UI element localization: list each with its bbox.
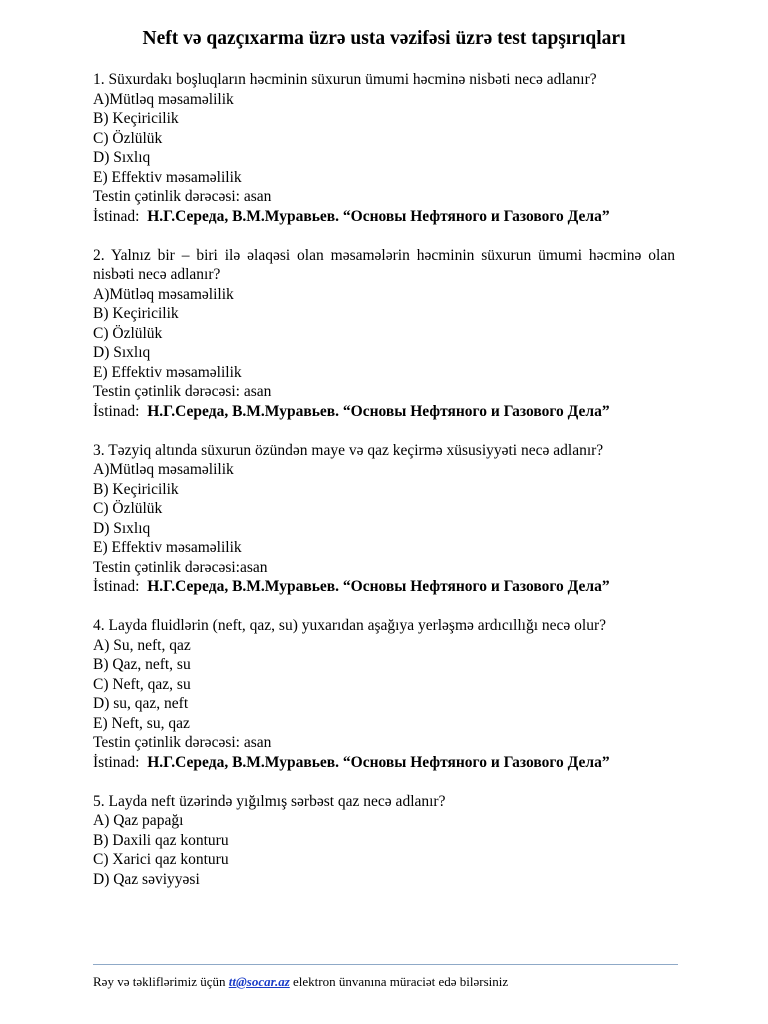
reference-authors: Н.Г.Середа, В.М.Муравьев. — [147, 753, 340, 771]
email-link[interactable]: tt@socar.az — [228, 974, 290, 989]
answer-option: D) Qaz səviyyəsi — [93, 870, 200, 888]
footer-text-before: Rəy və təkliflərimiz üçün — [93, 974, 226, 989]
question-stem: 4. Layda fluidlərin (neft, qaz, su) yuxarıdan aşağıya yerləşmə ardıcıllığı necə olur? — [93, 617, 607, 634]
reference-book-title: “Основы Нефтяного и Газового Дела” — [342, 402, 610, 420]
question-block — [93, 616, 675, 772]
footer — [93, 974, 693, 990]
answer-option: D) su, qaz, neft — [93, 695, 189, 712]
answer-option: C) Özlülük — [93, 129, 163, 147]
question-block — [93, 792, 675, 890]
reference-label: İstinad: — [93, 207, 140, 225]
question-stem: 3. Təzyiq altında süxurun özündən maye və qaz keçirmə xüsusiyyəti necə adlanır? — [93, 441, 604, 459]
difficulty-level: Testin çətinlik dərəcəsi: asan — [93, 188, 272, 205]
question-stem: 2. Yalnız bir – biri ilə əlaqəsi olan məsamələrin həcminin süxurun ümumi həcminə olan nisbəti necə adlanır? — [93, 246, 675, 283]
question-block — [93, 70, 675, 226]
answer-option: C) Özlülük — [93, 500, 163, 517]
answer-option: A) Su, neft, qaz — [93, 636, 191, 654]
reference-authors: Н.Г.Середа, В.М.Муравьев. — [147, 207, 340, 225]
reference-authors: Н.Г.Середа, В.М.Муравьев. — [147, 578, 340, 595]
answer-option: E) Effektiv məsaməlilik — [93, 363, 242, 381]
question-stem: 1. Süxurdakı boşluqların həcminin süxurun ümumi həcminə nisbəti necə adlanır? — [93, 71, 597, 88]
difficulty-level: Testin çətinlik dərəcəsi:asan — [93, 558, 268, 576]
answer-option: A)Mütləq məsaməlilik — [93, 90, 234, 108]
answer-option: B) Keçiricilik — [93, 480, 179, 498]
answer-option: D) Sıxlıq — [93, 519, 151, 537]
question-list — [93, 70, 675, 909]
question-block — [93, 246, 675, 422]
reference-label: İstinad: — [93, 402, 140, 420]
answer-option: A)Mütləq məsaməlilik — [93, 461, 234, 478]
answer-option: D) Sıxlıq — [93, 344, 151, 361]
reference-line — [93, 577, 675, 597]
reference-line — [93, 402, 675, 422]
difficulty-level: Testin çətinlik dərəcəsi: asan — [93, 383, 272, 400]
answer-option: C) Özlülük — [93, 324, 163, 342]
question-block — [93, 441, 675, 597]
answer-option: A)Mütləq məsaməlilik — [93, 285, 234, 303]
footer-text-after: elektron ünvanına müraciət edə bilərsiniz — [293, 974, 509, 989]
answer-option: E) Effektiv məsaməlilik — [93, 539, 242, 556]
reference-book-title: “Основы Нефтяного и Газового Дела” — [342, 207, 610, 225]
footer-divider — [93, 964, 678, 965]
answer-option: C) Neft, qaz, su — [93, 675, 191, 693]
difficulty-level: Testin çətinlik dərəcəsi: asan — [93, 734, 272, 751]
reference-book-title: “Основы Нефтяного и Газового Дела” — [342, 578, 610, 595]
answer-option: C) Xarici qaz konturu — [93, 851, 229, 868]
page-title: Neft və qazçıxarma üzrə usta vəzifəsi üzrə test tapşırıqları — [142, 28, 626, 49]
answer-option: B) Qaz, neft, su — [93, 656, 191, 673]
reference-book-title: “Основы Нефтяного и Газового Дела” — [342, 753, 610, 771]
answer-option: E) Effektiv məsaməlilik — [93, 168, 242, 186]
answer-option: D) Sıxlıq — [93, 149, 151, 166]
answer-option: B) Daxili qaz konturu — [93, 831, 229, 849]
reference-line — [93, 753, 675, 773]
answer-option: E) Neft, su, qaz — [93, 714, 190, 732]
reference-line — [93, 207, 675, 227]
answer-option: A) Qaz papağı — [93, 812, 184, 829]
question-stem: 5. Layda neft üzərində yığılmış sərbəst qaz necə adlanır? — [93, 792, 446, 810]
reference-label: İstinad: — [93, 578, 140, 595]
reference-authors: Н.Г.Середа, В.М.Муравьев. — [147, 402, 340, 420]
answer-option: B) Keçiricilik — [93, 305, 179, 322]
reference-label: İstinad: — [93, 753, 140, 771]
answer-option: B) Keçiricilik — [93, 110, 179, 127]
